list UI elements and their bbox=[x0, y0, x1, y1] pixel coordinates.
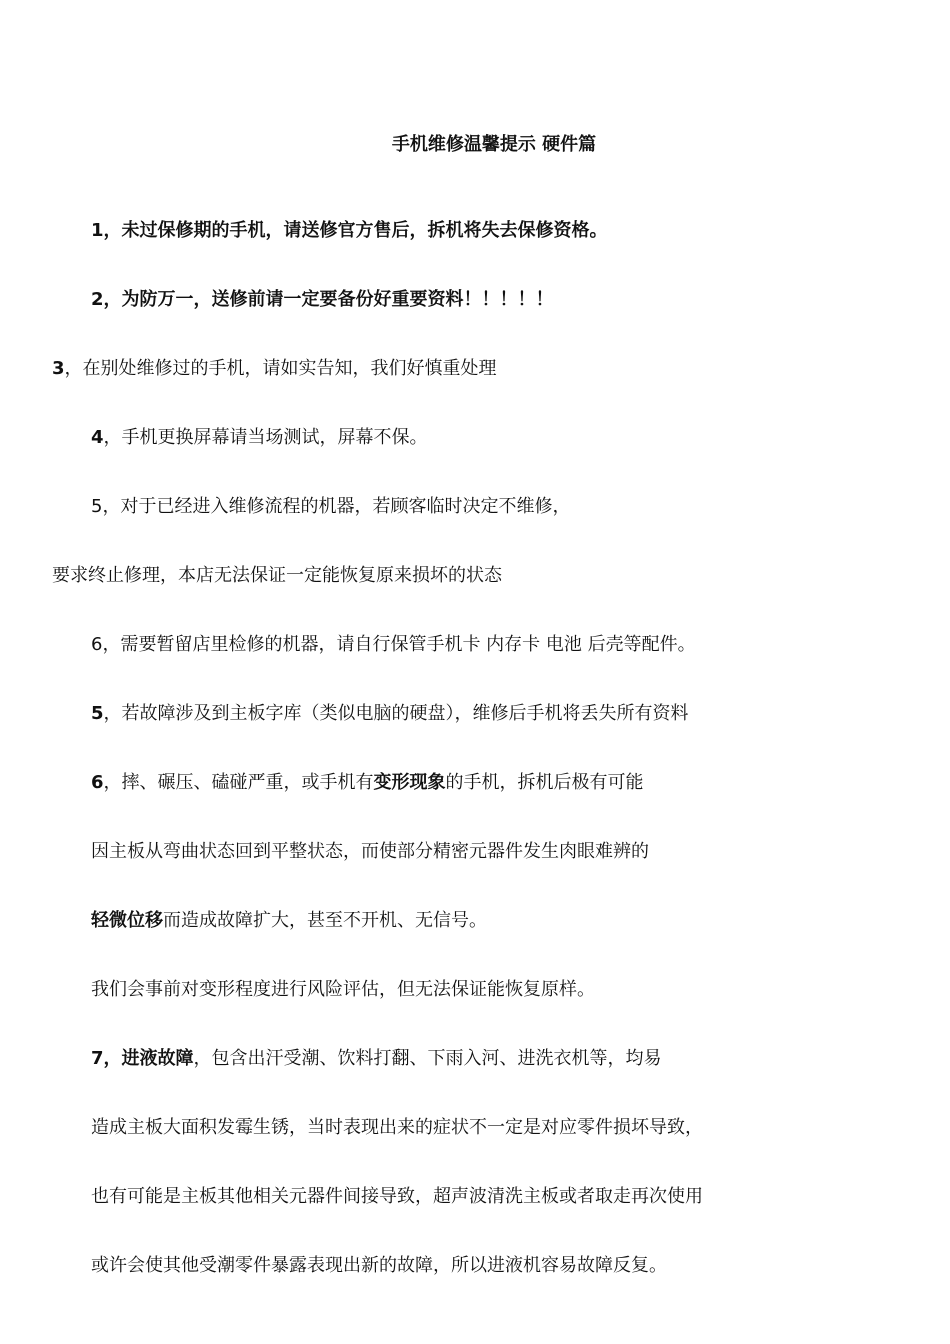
line-text: 的手机，拆机后极有可能 bbox=[445, 772, 644, 793]
emphasis-text: 进液故障 bbox=[121, 1048, 194, 1069]
item-number: 5 bbox=[91, 496, 103, 517]
notice-line-6b bbox=[91, 771, 644, 795]
notice-line-7-continued-1 bbox=[91, 1116, 703, 1140]
notice-line-6 bbox=[91, 633, 696, 657]
line-text: ，未过保修期的手机，请送修官方售后，拆机将失去保修资格。 bbox=[103, 220, 608, 241]
emphasis-text: 轻微位移 bbox=[91, 910, 163, 931]
notice-line-6b-continued-2 bbox=[91, 909, 487, 933]
notice-line-3 bbox=[52, 357, 497, 381]
item-number: 1 bbox=[91, 220, 104, 241]
line-text: ，为防万一，送修前请一定要备份好重要资料！！！！！ bbox=[103, 289, 554, 310]
emphasis-text: 变形现象 bbox=[373, 772, 446, 793]
item-number: 6 bbox=[91, 634, 103, 655]
line-text: ，摔、碾压、磕碰严重，或手机有 bbox=[103, 772, 374, 793]
item-number: 6 bbox=[91, 772, 104, 793]
line-text: 我们会事前对变形程度进行风险评估，但无法保证能恢复原样。 bbox=[91, 979, 595, 1000]
line-text: ，包含出汗受潮、饮料打翻、下雨入河、进洗衣机等，均易 bbox=[193, 1048, 662, 1069]
line-text: 也有可能是主板其他相关元器件间接导致，超声波清洗主板或者取走再次使用 bbox=[91, 1186, 703, 1207]
notice-line-7-continued-2 bbox=[91, 1185, 703, 1209]
notice-line-1 bbox=[91, 219, 608, 243]
notice-line-2 bbox=[91, 288, 554, 312]
line-text: ，需要暂留店里检修的机器，请自行保管手机卡 内存卡 电池 后壳等配件。 bbox=[102, 634, 696, 655]
line-text: 造成主板大面积发霉生锈，当时表现出来的症状不一定是对应零件损坏导致， bbox=[91, 1117, 703, 1138]
notice-line-6b-continued-1 bbox=[91, 840, 649, 864]
separator: ， bbox=[103, 1048, 122, 1069]
line-text: 因主板从弯曲状态回到平整状态，而使部分精密元器件发生肉眼难辨的 bbox=[91, 841, 649, 862]
line-text: ，对于已经进入维修流程的机器，若顾客临时决定不维修， bbox=[102, 496, 571, 517]
notice-line-5 bbox=[91, 495, 570, 519]
notice-line-7 bbox=[91, 1047, 662, 1071]
item-number: 5 bbox=[91, 703, 104, 724]
notice-line-4 bbox=[91, 426, 428, 450]
item-number: 2 bbox=[91, 289, 104, 310]
item-number: 7 bbox=[91, 1048, 104, 1069]
line-text: ，手机更换屏幕请当场测试，屏幕不保。 bbox=[103, 427, 428, 448]
line-text: ，若故障涉及到主板字库（类似电脑的硬盘），维修后手机将丢失所有资料 bbox=[103, 703, 689, 724]
item-number: 3 bbox=[52, 358, 65, 379]
notice-line-7-continued-3 bbox=[91, 1254, 667, 1278]
line-text: 而造成故障扩大，甚至不开机、无信号。 bbox=[163, 910, 487, 931]
notice-line-5-continued bbox=[52, 564, 502, 588]
line-text: 或许会使其他受潮零件暴露表现出新的故障，所以进液机容易故障反复。 bbox=[91, 1255, 667, 1276]
line-text: ，在别处维修过的手机，请如实告知，我们好慎重处理 bbox=[64, 358, 497, 379]
page-title: 手机维修温馨提示 硬件篇 bbox=[391, 134, 597, 155]
notice-line-6b-continued-3 bbox=[91, 978, 595, 1002]
notice-line-5b bbox=[91, 702, 689, 726]
item-number: 4 bbox=[91, 427, 104, 448]
line-text: 要求终止修理，本店无法保证一定能恢复原来损坏的状态 bbox=[52, 565, 502, 586]
